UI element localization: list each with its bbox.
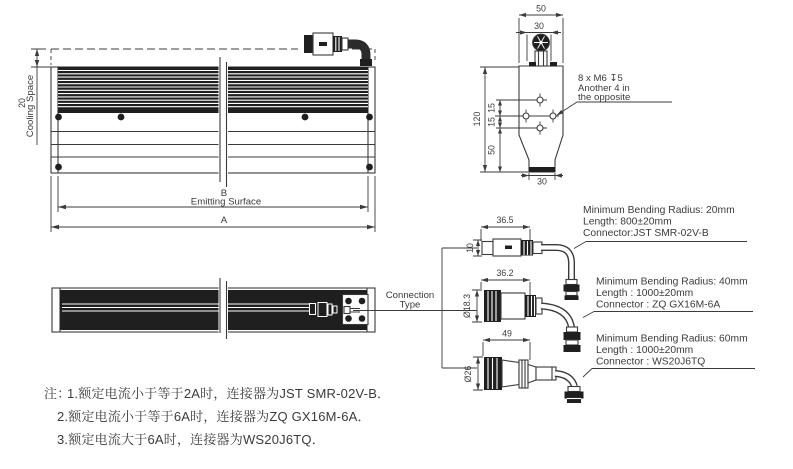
- dim-d26-value: Ø26: [463, 365, 473, 383]
- ws20-connector-drawing: [484, 357, 584, 403]
- dim-15b-value: 15: [486, 117, 497, 127]
- notes-block: [44, 386, 390, 448]
- spec2-connector: Connector : ZQ GX16M-6A: [596, 299, 721, 311]
- dimension-49: [483, 329, 530, 361]
- cooling-space-label: Cooling Space: [25, 74, 36, 138]
- cooling-space-dimension: [17, 49, 51, 145]
- emitting-surface-label: Emitting Surface: [190, 196, 262, 208]
- spec-leader-3: [583, 369, 755, 378]
- dim-30-bottom-value: 30: [537, 176, 547, 187]
- cooling-space-dim-value: 20: [17, 98, 27, 108]
- note-line-1: 1.额定电流小于等于2A时，连接器为JST SMR-02V-B．: [67, 386, 391, 401]
- notes-prefix: 注：: [44, 386, 71, 401]
- down-plug-1: [564, 280, 580, 301]
- dim-30-top-value: 30: [534, 21, 544, 31]
- main-side-view: [17, 33, 375, 232]
- spec2-length: Length : 1000±20mm: [596, 288, 694, 299]
- dimension-36-5: [481, 215, 530, 241]
- spec3-length: Length : 1000±20mm: [596, 345, 694, 356]
- end-view: [472, 4, 672, 187]
- bottom-strip: [529, 167, 555, 172]
- dim-10-value: 10: [465, 243, 475, 253]
- dimension-hole-pitches: [487, 100, 503, 172]
- thread-note-line3: the opposite: [578, 92, 631, 103]
- spec2-bending-radius: Minimum Bending Radius: 40mm: [596, 276, 748, 288]
- dim-50-offset-value: 50: [486, 145, 497, 155]
- dimension-30-bottom: [521, 173, 563, 187]
- plan-view: [52, 278, 375, 339]
- thread-note-line2: Another 4 in: [578, 83, 630, 94]
- spec-leader-1: [574, 242, 747, 249]
- dimension-b: [58, 176, 368, 212]
- dimension-d18-3: [462, 290, 482, 322]
- dim-120-value: 120: [472, 111, 482, 127]
- dim-b-value: B: [220, 188, 228, 199]
- dimension-d26: [463, 357, 483, 390]
- thread-note: [557, 73, 673, 116]
- down-plug-2: [564, 327, 581, 352]
- dim-50-top-value: 50: [536, 3, 546, 14]
- elbow-cable: [348, 44, 366, 59]
- connection-type-label-line2: Type: [399, 299, 421, 311]
- spec-leader-2: [583, 312, 753, 318]
- round-connector-face: [529, 34, 557, 66]
- thread-note-line1: 8 x M6 ↧5: [578, 73, 623, 84]
- note-line-2: 2.额定电流小于等于6A时，连接器为ZQ GX16M-6A．: [57, 409, 371, 424]
- dim-15a-value: 15: [486, 103, 497, 113]
- dim-d18-3-value: Ø18.3: [462, 294, 472, 318]
- dim-a-value: A: [220, 215, 228, 226]
- dim-36-5-value: 36.5: [496, 215, 514, 225]
- down-plug-3: [565, 387, 584, 404]
- spec1-bending-radius: Minimum Bending Radius: 20mm: [583, 205, 735, 216]
- connection-type-label-line1: Connection: [385, 290, 435, 301]
- spec1-connector: Connector:JST SMR-02V-B: [583, 228, 709, 239]
- connector-option-3: [463, 329, 755, 404]
- spec1-length: Length: 800±20mm: [583, 216, 672, 228]
- spec3-connector: Connector : WS20J6TQ: [596, 356, 706, 368]
- dim-36-2-value: 36.2: [496, 268, 514, 278]
- spec3-bending-radius: Minimum Bending Radius: 60mm: [596, 333, 748, 345]
- dimension-10: [465, 240, 482, 256]
- top-cable-connector: [304, 33, 372, 66]
- dim-49-value: 49: [502, 328, 512, 339]
- note-line-3: 3.额定电流大于6A时，连接器为WS20J6TQ．: [57, 432, 325, 447]
